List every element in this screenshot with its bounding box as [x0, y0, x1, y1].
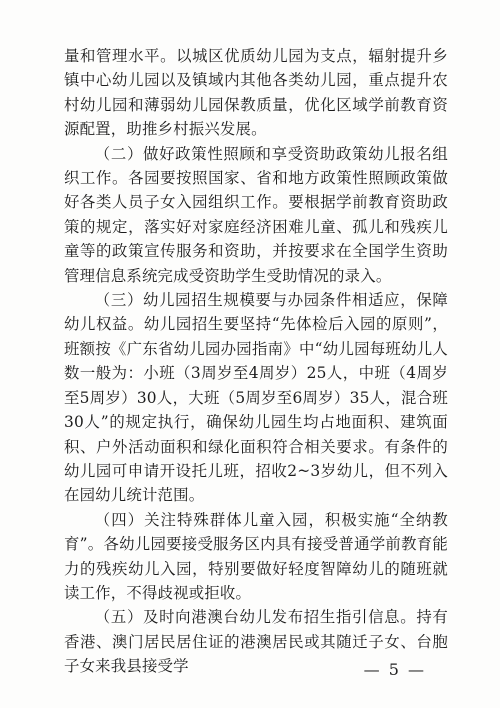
paragraph-section-4: （四）关注特殊群体儿童入园，积极实施“全纳教育”。各幼儿园要接受服务区内具有接受普通学前教育能力的残疾幼儿入园，特别要做好轻度智障幼儿的随班就读工作，不得歧视或拒收。 — [64, 510, 448, 602]
page-footer — [0, 660, 500, 680]
paragraph-section-2: （二）做好政策性照顾和享受资助政策幼儿报名组织工作。各园要按照国家、省和地方政策性照顾政策做好各类人员子女入园组织工作。要根据学前教育资助政策的规定，落实好对家庭经济困难儿童、孤儿和残疾儿童等的政策宣传服务和资助，并按要求在全国学生资助管理信息系统完成受资助学生受助情况的录入。 — [64, 144, 448, 285]
paragraph-section-5: （五）及时向港澳台幼儿发布招生指引信息。持有香港、澳门居民居住证的港澳居民或其随迁子女、台胞子女来我县接受学 — [64, 608, 448, 676]
paragraph-section-3: （三）幼儿园招生规模要与办园条件相适应，保障幼儿权益。幼儿园招生要坚持“先体检后入园的原则”，班额按《广东省幼儿园办园指南》中“幼儿园每班幼儿人数一般为：小班（3周岁至4周岁）25人，中班（4周岁至5周岁）30人，大班（5周岁至6周岁）35人，混合班30人”的规定执行，确保幼儿园生均占地面积、建筑面积、户外活动面积和绿化面积符合相关要求。有条件的幼儿园可申请开设托儿班，招收2~3岁幼儿，但不列入在园幼儿统计范围。 — [64, 291, 448, 505]
page-number: — 5 — — [363, 660, 426, 679]
paragraph-continuation: 量和管理水平。以城区优质幼儿园为支点，辐射提升乡镇中心幼儿园以及镇域内其他各类幼儿园，重点提升农村幼儿园和薄弱幼儿园保教质量，优化区域学前教育资源配置，助推乡村振兴发展。 — [64, 47, 448, 139]
document-body — [64, 44, 448, 679]
